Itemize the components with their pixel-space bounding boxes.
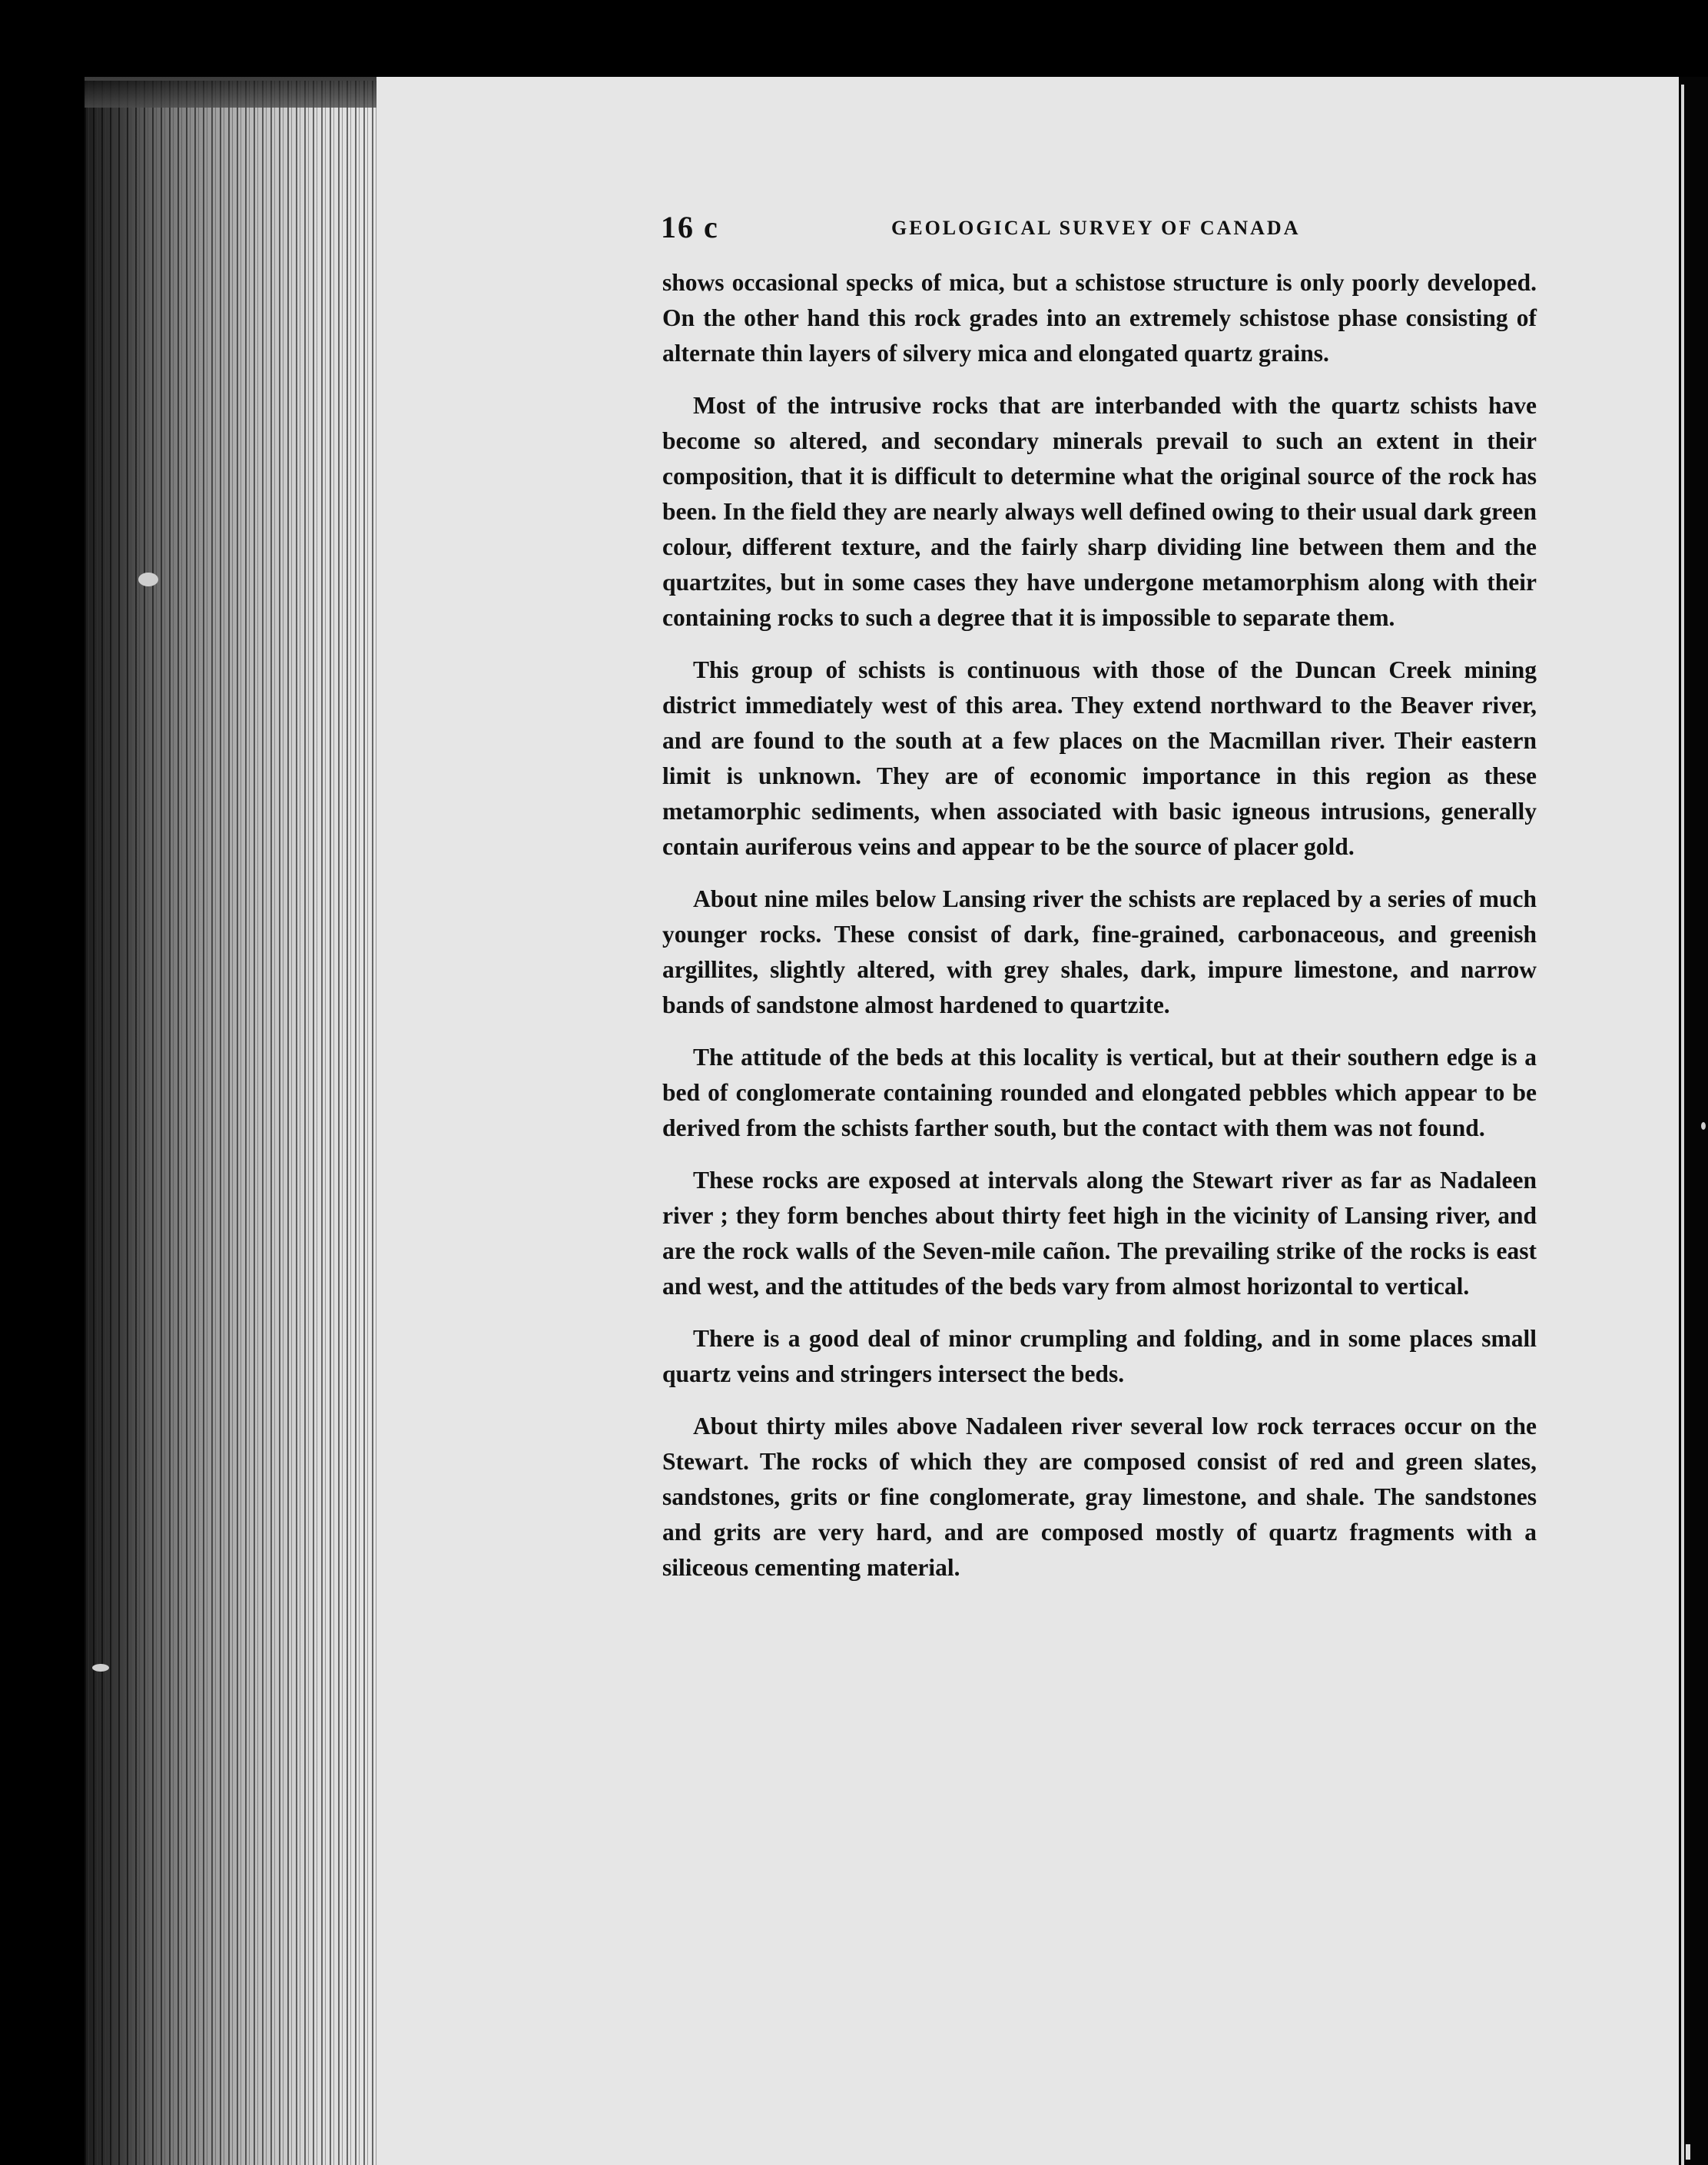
paragraph: The attitude of the beds at this locality is vertical, but at their southern edge is a bed of conglomerate containing rounded and elongated pebbles which appear to be derived from the schists farther south, but the contact with them was not found. — [662, 1044, 1537, 1141]
scan-speck — [138, 573, 158, 586]
scan-speck — [92, 1664, 109, 1672]
page-fore-edge — [85, 81, 376, 2165]
paragraph: About thirty miles above Nadaleen river several low rock terraces occur on the Stewart. The rocks of which they are composed consist of red and green slates, sandstones, grits or fine conglomerate, gray limestone, and shale. The sandstones and grits are very hard, and are composed mostly of quartz fragments with a siliceous cementing material. — [662, 1413, 1537, 1581]
running-head-title: GEOLOGICAL SURVEY OF CANADA — [891, 217, 1301, 239]
running-header — [661, 209, 1537, 247]
right-edge-highlight — [1681, 85, 1684, 2165]
paragraph: Most of the intrusive rocks that are interbanded with the quartz schists have become so altered, and secondary minerals prevail to such an extent in their composition, that it is difficult to determine what the original source of the rock has been. In the field they are nearly always well defined owing to their usual dark green colour, different texture, and the fairly sharp dividing line between them and the quartzites, but in some cases they have undergone metamorphism along with their containing rocks to such a degree that it is impossible to separate them. — [662, 392, 1537, 631]
scan-speck — [1701, 1122, 1706, 1130]
paragraph: There is a good deal of minor crumpling and folding, and in some places small quartz veins and stringers intersect the beds. — [662, 1325, 1537, 1387]
paragraph: This group of schists is continuous with those of the Duncan Creek mining district immediately west of this area. They extend northward to the Beaver river, and are found to the south at a few places on the Macmillan river. Their eastern limit is unknown. They are of economic importance in this region as these metamorphic sediments, when associated with basic igneous intrusions, generally contain auriferous veins and appear to be the source of placer gold. — [662, 656, 1537, 860]
paragraph: These rocks are exposed at intervals along the Stewart river as far as Nadaleen river ; they form benches about thirty feet high in the vicinity of Lansing river, and are the rock walls of the Seven-mile cañon. The prevailing strike of the rocks is east and west, and the attitudes of the beds vary from almost horizontal to vertical. — [662, 1167, 1537, 1300]
scan-mark — [1686, 2144, 1690, 2160]
paragraph: shows occasional specks of mica, but a schistose structure is only poorly developed. On the other hand this rock grades into an extremely schistose phase consisting of alternate thin layers of silvery mica and elongated quartz grains. — [662, 269, 1537, 367]
body-text — [662, 265, 1537, 1602]
paragraph: About nine miles below Lansing river the schists are replaced by a series of much younger rocks. These consist of dark, fine-grained, carbonaceous, and greenish argillites, slightly altered, with grey shales, dark, impure limestone, and narrow bands of sandstone almost hardened to quartzite. — [662, 885, 1537, 1018]
fore-edge-shadow — [85, 77, 376, 108]
page-number: 16 c — [661, 210, 719, 244]
